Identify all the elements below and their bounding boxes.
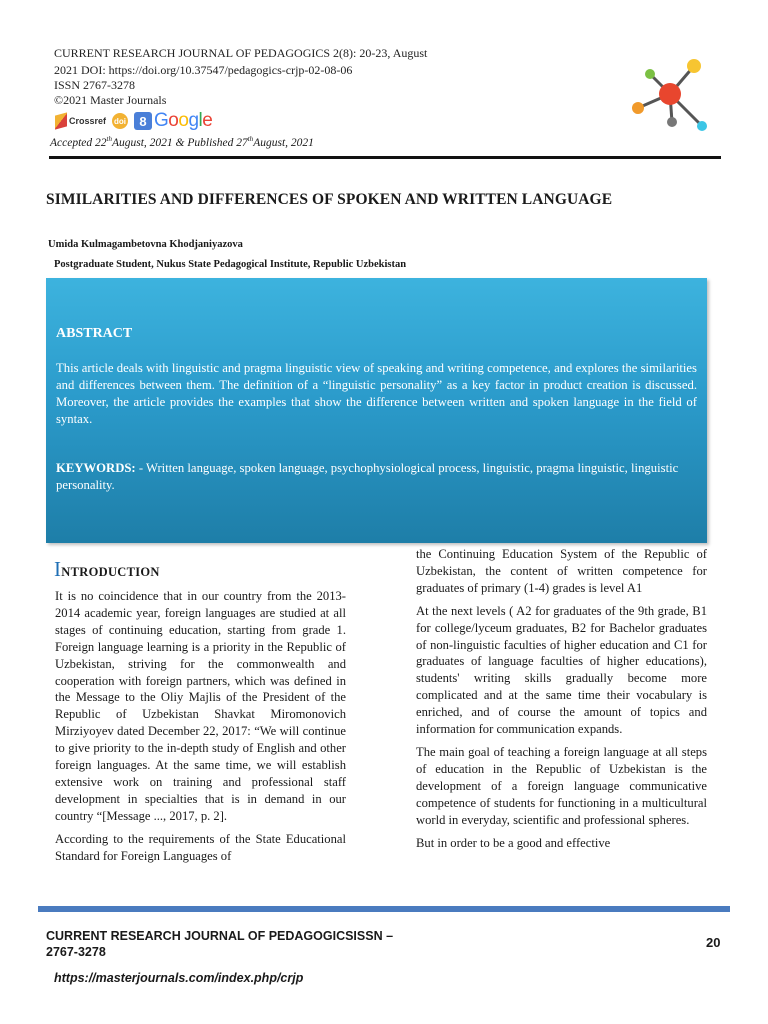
google-letter: o [178, 110, 189, 131]
author-affiliation: Postgraduate Student, Nukus State Pedagogical Institute, Republic Uzbekistan [54, 259, 407, 270]
paragraph: It is no coincidence that in our country from the 2013-2014 academic year, foreign languages are studied at all stages of continuing education, starting from grade 1. Foreign language learning is a priority in the Republic of Uzbekistan, striving for the commonwealth and cooperation with foreign partners, which was defined in the Message to the Oliy Majlis of the President of the Republic of Uzbekistan Shavkat Miromonovich Mirziyoyev dated December 22, 2017: “We will continue to give priority to the in-depth study of English and other foreign languages. At the same time, we will establish extensive work on training and professional staff development in specialties that is in demand in our country “[Message ..., 2017, p. 2]. [55, 589, 346, 823]
paragraph: The main goal of teaching a foreign language at all steps of education in the Republic of Uzbekistan is the development of a foreign language communicative competence of students for functioning in a multicultural world in everyday, scientific and professional spheres. [416, 744, 707, 827]
google-letter: g [188, 110, 199, 131]
molecule-atom [667, 117, 677, 127]
abstract-box [46, 278, 707, 543]
accepted-prefix: Accepted 22 [50, 136, 107, 149]
crossref-icon [55, 112, 67, 129]
article-title: SIMILARITIES AND DIFFERENCES OF SPOKEN AND WRITTEN LANGUAGE [46, 191, 613, 208]
ordinal-suffix: th [106, 135, 112, 143]
paragraph: But in order to be a good and effective [416, 835, 611, 850]
molecule-atom [632, 102, 644, 114]
intro-initial: I [54, 557, 62, 581]
google-letter: l [198, 110, 203, 131]
abstract-heading: ABSTRACT [56, 326, 133, 341]
page-number: 20 [706, 935, 721, 950]
indexing-logos [55, 110, 212, 132]
paragraph: the Continuing Education System of the Republic of Uzbekistan, the content of written competence for graduates of primary (1-4) grades is level A1 [416, 547, 707, 595]
google-scholar-icon: 8 [134, 112, 152, 130]
molecule-center-atom [659, 83, 681, 105]
google-scholar-logo [134, 110, 212, 132]
issn-line: ISSN 2767-3278 [54, 78, 136, 92]
google-letter: e [202, 110, 213, 131]
accepted-mid: August, 2021 & Published 27 [111, 136, 248, 149]
accepted-suffix: August, 2021 [253, 136, 314, 149]
keywords-label: KEYWORDS: [56, 461, 136, 475]
journal-citation-line: CURRENT RESEARCH JOURNAL OF PEDAGOGICS 2(8): 20-23, August [54, 46, 428, 60]
crossref-label: Crossref [69, 116, 107, 126]
left-column [55, 588, 346, 871]
keywords [56, 460, 697, 494]
google-letter: o [168, 110, 179, 131]
right-column [416, 546, 707, 857]
google-label [154, 110, 212, 132]
molecule-atom [687, 59, 701, 73]
accepted-published-dates [50, 135, 314, 149]
footer-divider [38, 906, 730, 912]
copyright-line: ©2021 Master Journals [54, 93, 167, 107]
molecule-atom [645, 69, 655, 79]
paragraph: According to the requirements of the State Educational Standard for Foreign Languages of [55, 831, 346, 863]
google-letter: G [154, 110, 169, 131]
ordinal-suffix: th [247, 135, 254, 143]
molecule-icon [626, 52, 716, 136]
crossref-logo [55, 114, 106, 128]
author-name: Umida Kulmagambetovna Khodjaniyazova [48, 239, 243, 250]
paragraph: At the next levels ( A2 for graduates of the 9th grade, B1 for college/lyceum graduates, B2 for Bachelor graduates of non-linguistic faculties of higher education and C1 for graduates of language faculties of higher educations), students' writing skills gradually become more complicated and at the same time their vocabulary is enriched, and of course the amount of topics and information for communication expands. [416, 603, 707, 737]
keywords-text: - Written language, spoken language, psychophysiological process, linguistic, pragma linguistic, linguistic personality. [56, 461, 679, 492]
doi-line[interactable]: 2021 DOI: https://doi.org/10.37547/pedagogics-crjp-02-08-06 [54, 63, 353, 77]
abstract-text: This article deals with linguistic and pragma linguistic view of speaking and writing competence, and explores the similarities and differences between them. The definition of a “linguistic personality” as a key factor in product creation is discussed. Moreover, the article provides the examples that show the difference between written and spoken language in the field of syntax. [56, 361, 697, 426]
molecule-atom [697, 121, 707, 131]
introduction-heading [54, 557, 160, 582]
journal-url-link[interactable]: https://masterjournals.com/index.php/crjp [54, 971, 304, 985]
doi-icon: doi [112, 113, 128, 129]
header-divider [49, 156, 721, 159]
footer-journal-name: CURRENT RESEARCH JOURNAL OF PEDAGOGICSISSN – 2767-3278 [46, 929, 394, 959]
intro-heading-rest: NTRODUCTION [61, 565, 160, 579]
